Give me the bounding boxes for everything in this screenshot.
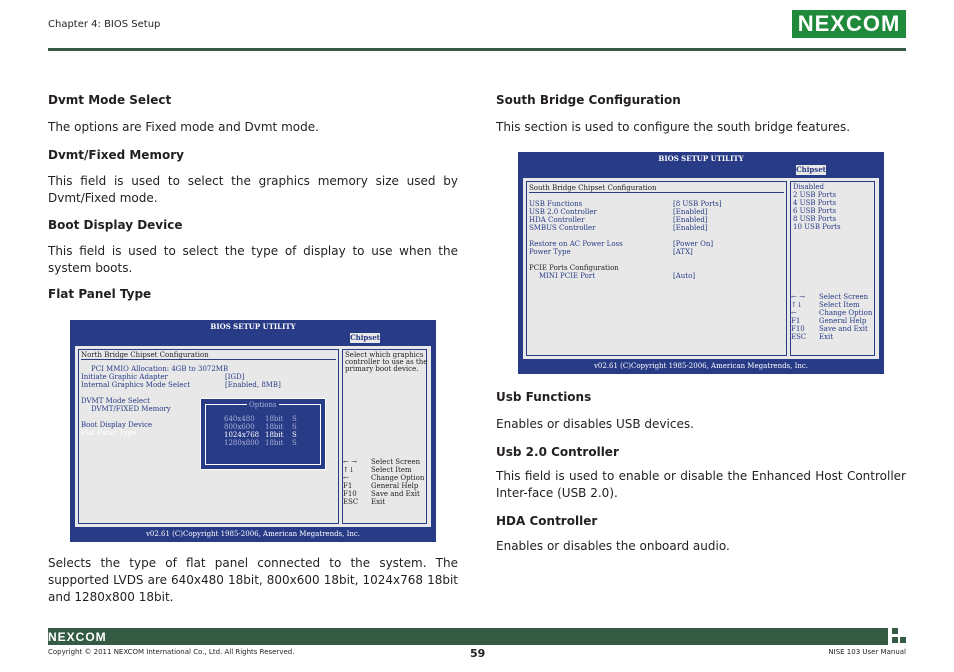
bios-key-desc: Select Item <box>371 466 412 474</box>
bios-row-label: PCIE Ports Configuration <box>529 264 619 272</box>
tab-chipset[interactable]: Chipset <box>796 165 826 174</box>
footer-decor <box>892 628 898 634</box>
bios-key-desc: Exit <box>819 333 834 341</box>
bios-help-line: 10 USB Ports <box>793 223 841 231</box>
bios-key: ← → <box>791 293 805 301</box>
bios-help-line: primary boot device. <box>345 365 419 373</box>
manual-title: NISE 103 User Manual <box>828 648 906 656</box>
page-number: 59 <box>470 647 486 660</box>
bios-key: F1 <box>343 482 353 490</box>
bios-row-value[interactable]: [Power On] <box>673 240 714 248</box>
bios-copyright: v02.61 (C)Copyright 1985-2006, American Megatrends, Inc. <box>145 530 361 538</box>
bios-row-value[interactable]: [Auto] <box>673 272 696 280</box>
bios-row-label[interactable]: USB 2.0 Controller <box>529 208 597 216</box>
bios-copyright: v02.61 (C)Copyright 1985-2006, American Megatrends, Inc. <box>593 362 809 370</box>
option-res[interactable]: 1280x800 <box>224 439 260 447</box>
text-boot-display-device: This field is used to select the type of display to use when the system boots. <box>48 244 458 275</box>
text-usb-2-controller: This field is used to enable or disable the Enhanced Host Controller Inter-face (USB 2.0). <box>496 469 906 500</box>
bios-key-desc: General Help <box>371 482 419 490</box>
bios-key: ← <box>343 474 349 482</box>
text-hda-controller: Enables or disables the onboard audio. <box>496 539 730 553</box>
heading-usb-2-controller: Usb 2.0 Controller <box>496 445 619 459</box>
bios-row-label[interactable]: MINI PCIE Port <box>539 272 596 280</box>
bios-key-desc: General Help <box>819 317 867 325</box>
option-res-selected[interactable]: 1024x768 <box>224 431 260 439</box>
bios-key-desc: Change Option <box>819 309 873 317</box>
bios-help-line: Select which graphics <box>345 351 424 359</box>
bios-row-label[interactable]: Internal Graphics Mode Select <box>81 381 191 389</box>
bios-key: ESC <box>343 498 359 506</box>
nexcom-logo: NEXCOM <box>792 10 906 38</box>
text-dvmt-mode-select: The options are Fixed mode and Dvmt mode. <box>48 120 319 134</box>
bios-row-value[interactable]: [Enabled] <box>673 224 708 232</box>
text-flat-panel-type: Selects the type of flat panel connected to the system. The supported LVDS are 640x480 18bit, 800x600 18bit, 1024x768 18bit and 1280x800 18bit. <box>48 556 458 604</box>
heading-south-bridge-configuration: South Bridge Configuration <box>496 93 681 107</box>
bios-key-desc: Select Item <box>819 301 860 309</box>
bios-row-value[interactable]: [8 USB Ports] <box>673 200 722 208</box>
bios-key-desc: Exit <box>371 498 386 506</box>
bios-panel-title: South Bridge Chipset Configuration <box>529 184 657 192</box>
bios-key-desc: Select Screen <box>371 458 421 466</box>
bios-help-line: controller to use as the <box>345 358 428 366</box>
heading-hda-controller: HDA Controller <box>496 514 598 528</box>
bios-row-value[interactable]: [ATX] <box>673 248 693 256</box>
bios-row-value[interactable]: [Enabled] <box>673 216 708 224</box>
option-bit[interactable]: 18bit <box>265 423 284 431</box>
bios-row-label[interactable]: HDA Controller <box>529 216 585 224</box>
option-s-selected[interactable]: S <box>292 431 297 439</box>
bios-row-label[interactable]: Restore on AC Power Loss <box>529 240 623 248</box>
bios-help-line: 2 USB Ports <box>793 191 837 199</box>
bios-key: F10 <box>791 325 805 333</box>
bios-key-desc: Save and Exit <box>819 325 868 333</box>
divider <box>81 359 336 360</box>
text-dvmt-fixed-memory: This field is used to select the graphics memory size used by Dvmt/Fixed mode. <box>48 174 458 205</box>
heading-usb-functions: Usb Functions <box>496 390 592 404</box>
bios-key-desc: Save and Exit <box>371 490 420 498</box>
bios-row-label: PCI MMIO Allocation: 4GB to 3072MB <box>91 365 229 373</box>
options-popup-title: Options <box>249 401 277 409</box>
footer-copyright: Copyright © 2011 NEXCOM International Co., Ltd. All Rights Reserved. <box>48 648 295 656</box>
bios-key-desc: Change Option <box>371 474 425 482</box>
option-s[interactable]: S <box>292 439 297 447</box>
bios-row-value[interactable]: [Enabled, 8MB] <box>225 381 281 389</box>
heading-dvmt-fixed-memory: Dvmt/Fixed Memory <box>48 148 184 162</box>
bios-key-desc: Select Screen <box>819 293 869 301</box>
bios-title: BIOS SETUP UTILITY <box>210 322 296 331</box>
bios-row-value[interactable]: [IGD] <box>225 373 245 381</box>
heading-dvmt-mode-select: Dvmt Mode Select <box>48 93 172 107</box>
option-s[interactable]: S <box>292 423 297 431</box>
bios-help-line: 8 USB Ports <box>793 215 837 223</box>
bios-key: ← → <box>343 458 357 466</box>
option-res[interactable]: 800x600 <box>224 423 255 431</box>
footer-decor <box>900 637 906 643</box>
option-bit[interactable]: 18bit <box>265 439 284 447</box>
bios-row-label[interactable]: DVMT/FIXED Memory <box>91 405 171 413</box>
bios-help-line: 4 USB Ports <box>793 199 837 207</box>
bios-row-label[interactable]: Boot Display Device <box>81 421 153 429</box>
tab-chipset[interactable]: Chipset <box>350 333 380 342</box>
option-res[interactable]: 640x480 <box>224 415 255 423</box>
bios-row-label[interactable]: SMBUS Controller <box>529 224 596 232</box>
bios-row-label-selected[interactable]: Flat Panel Type <box>81 429 137 437</box>
option-bit[interactable]: 18bit <box>265 415 284 423</box>
bios-row-label[interactable]: Initiate Graphic Adapter <box>81 373 168 381</box>
heading-boot-display-device: Boot Display Device <box>48 218 183 232</box>
bios-help-line: Disabled <box>793 183 824 191</box>
bios-row-label[interactable]: DVMT Mode Select <box>81 397 150 405</box>
heading-flat-panel-type: Flat Panel Type <box>48 287 152 301</box>
bios-key: F10 <box>343 490 357 498</box>
bios-key: ESC <box>791 333 807 341</box>
bios-key: ← <box>791 309 797 317</box>
footer-bar <box>48 628 888 645</box>
bios-row-value[interactable]: [Enabled] <box>673 208 708 216</box>
bios-title: BIOS SETUP UTILITY <box>658 154 744 163</box>
bios-panel-title: North Bridge Chipset Configuration <box>81 351 209 359</box>
bios-help-line: 6 USB Ports <box>793 207 837 215</box>
footer-decor <box>892 637 898 643</box>
bios-key: ↑↓ <box>791 301 803 309</box>
bios-screen-north-bridge <box>70 320 436 542</box>
divider <box>529 192 784 193</box>
bios-row-label[interactable]: Power Type <box>529 248 571 256</box>
nexcom-footer-logo: NEXCOM <box>48 630 107 644</box>
option-bit-selected[interactable]: 18bit <box>265 431 284 439</box>
bios-row-label[interactable]: USB Functions <box>529 200 583 208</box>
bios-panel <box>522 177 880 360</box>
options-popup <box>200 398 326 470</box>
chapter-title: Chapter 4: BIOS Setup <box>48 19 161 30</box>
text-usb-functions: Enables or disables USB devices. <box>496 417 694 431</box>
bios-screen-south-bridge <box>518 152 884 374</box>
bios-key: ↑↓ <box>343 466 355 474</box>
option-s[interactable]: S <box>292 415 297 423</box>
text-south-bridge-configuration: This section is used to configure the south bridge features. <box>496 120 851 134</box>
bios-key: F1 <box>791 317 801 325</box>
header-rule <box>48 48 906 51</box>
